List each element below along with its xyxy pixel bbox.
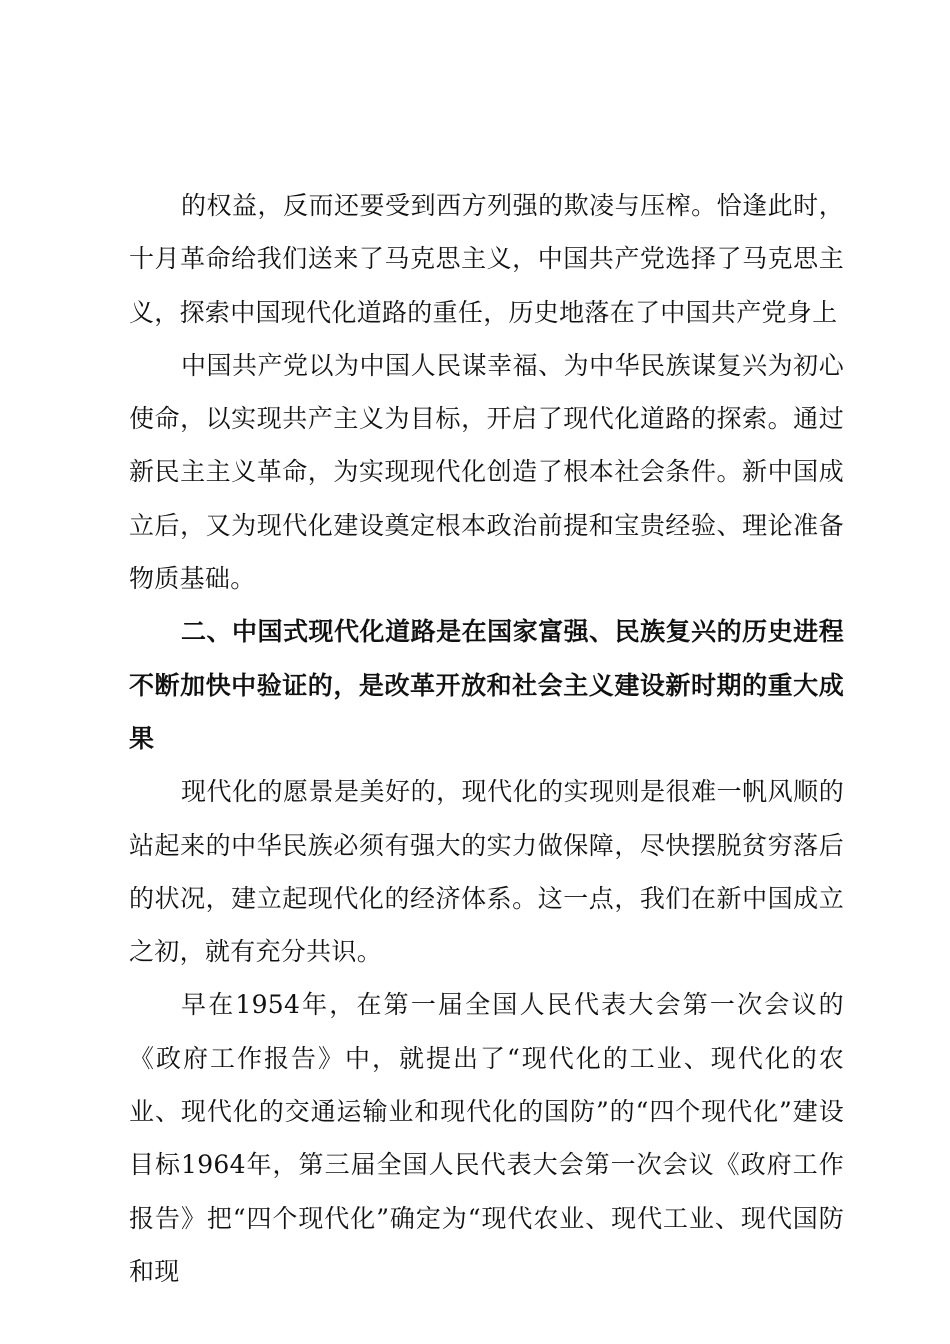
body-paragraph-3: 现代化的愿景是美好的，现代化的实现则是很难一帆风顺的站起来的中华民族必须有强大的实力做保障，尽快摆脱贫穷落后的状况，建立起现代化的经济体系。这一点，我们在新中国成立之初，就有充分共识。: [129, 777, 844, 967]
section-heading-2: 二、中国式现代化道路是在国家富强、民族复兴的历史进程不断加快中验证的，是改革开放和社会主义建设新时期的重大成果: [129, 617, 844, 753]
document-body: [129, 179, 844, 1298]
body-paragraph-4: 早在1954年，在第一届全国人民代表大会第一次会议的《政府工作报告》中，就提出了“现代化的工业、现代化的农业、现代化的交通运输业和现代化的国防”的“四个现代化”建设目标1964年，第三届全国人民代表大会第一次会议《政府工作报告》把“四个现代化”确定为“现代农业、现代工业、现代国防和现: [129, 990, 844, 1286]
body-paragraph-1: 的权益，反而还要受到西方列强的欺凌与压榨。恰逢此时，十月革命给我们送来了马克思主义，中国共产党选择了马克思主义，探索中国现代化道路的重任，历史地落在了中国共产党身上: [129, 191, 844, 327]
body-paragraph-2: 中国共产党以为中国人民谋幸福、为中华民族谋复兴为初心使命，以实现共产主义为目标，开启了现代化道路的探索。通过新民主主义革命，为实现现代化创造了根本社会条件。新中国成立后，又为现代化建设奠定根本政治前提和宝贵经验、理论准备物质基础。: [129, 350, 844, 594]
